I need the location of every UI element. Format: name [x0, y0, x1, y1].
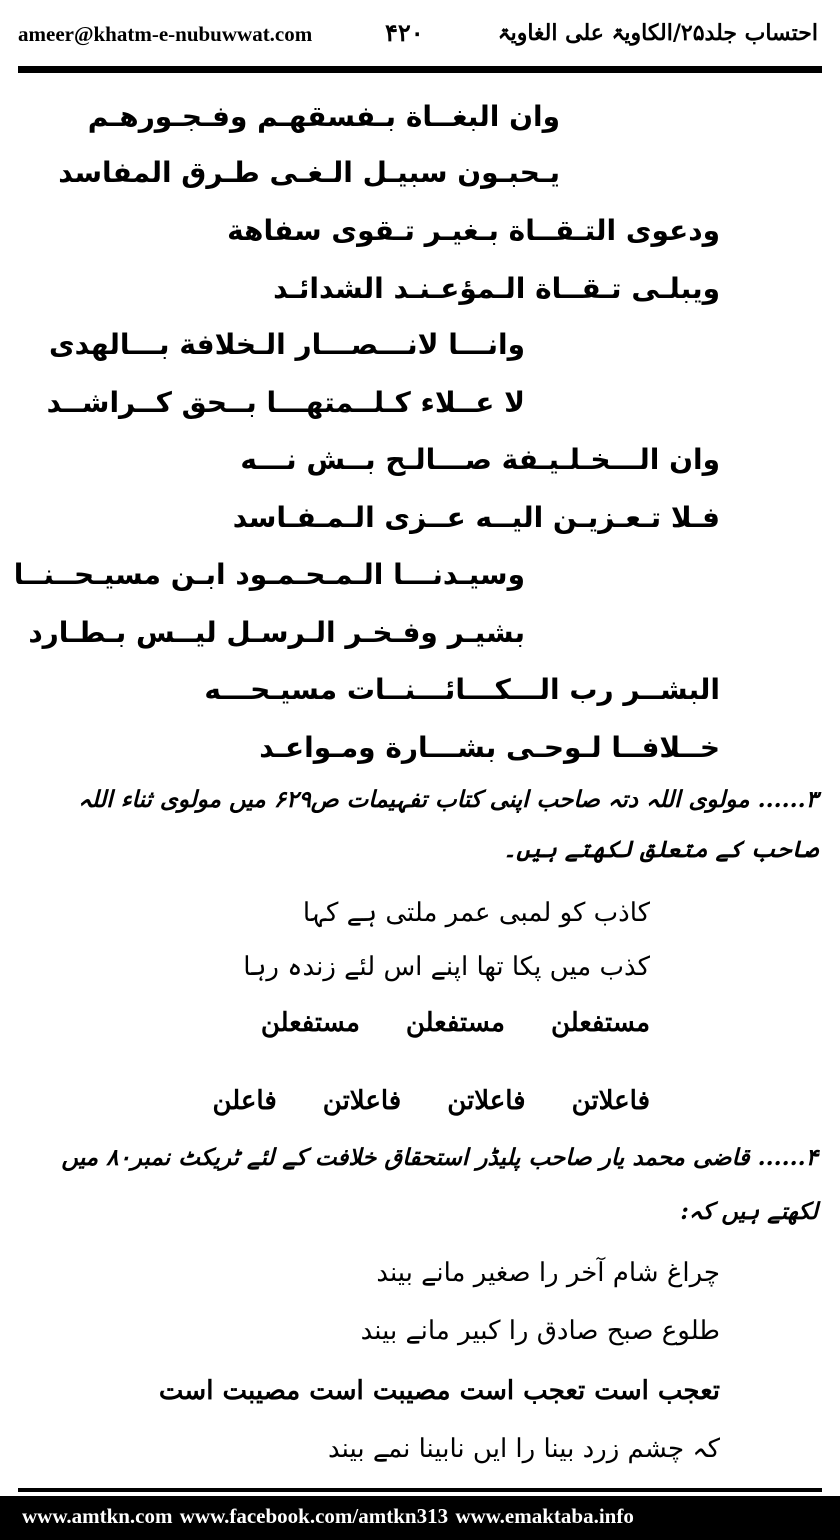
arabic-verse-line: ويبلـى تـقــاة الـمؤعـنـد الشدائـد	[273, 272, 720, 305]
page-footer	[0, 1496, 840, 1540]
arabic-verse-line: خــلافــا لـوحـى بشـــارة ومـواعـد	[259, 731, 720, 764]
arabic-verse-line: البشــر رب الـــكـــائـــنــات مسيـحـــه	[204, 673, 720, 706]
meter-line-2	[167, 1086, 650, 1116]
meter-foot: مستفعلن	[550, 1008, 650, 1038]
arabic-verse-line: لا عــلاء كـلــمتهـــا بــحق كــراشــد	[46, 386, 525, 419]
arabic-verse-line: ودعوى التـقــاة بـغيـر تـقوى سفاهة	[227, 214, 720, 247]
arabic-verse-line: وان الـــخـلـيـفة صـــالـح بــش نـــه	[240, 443, 720, 476]
arabic-verse-line: وان البغــاة بـفسقهـم وفـجـورهـم	[87, 100, 560, 133]
urdu-verse-line: کذب میں پکا تھا اپنے اس لئے زندہ رہا	[243, 952, 650, 982]
meter-foot: فاعلاتن	[322, 1086, 402, 1116]
persian-verse-line: چراغ شام آخر را صغیر مانے بیند	[376, 1258, 720, 1288]
arabic-verse-line: فـلا تـعـزيـن اليــه عــزى الـمـفـاسد	[232, 501, 720, 534]
urdu-verse-line: کاذب کو لمبی عمر ملتی ہے کہا	[302, 898, 650, 928]
header-rule	[18, 66, 822, 73]
meter-foot: مستفعلن	[405, 1008, 505, 1038]
header-email: ameer@khatm-e-nubuwwat.com	[18, 22, 313, 46]
footer-rule	[18, 1488, 822, 1492]
note-4-line-1: ۴...... قاضی محمد یار صاحب پلیڈر استحقاق خلافت کے لئے ٹریکٹ نمبر۸۰ میں	[61, 1144, 818, 1171]
arabic-verse-line: بشيـر وفـخـر الـرسـل ليــس بـطـارد	[28, 616, 525, 649]
persian-verse-line: تعجب است تعجب است مصیبت است مصیبت است	[158, 1376, 720, 1406]
page-header	[0, 0, 840, 80]
arabic-verse-line: وسيـدنـــا الـمـحـمـود ابـن مسيـحــنــا	[13, 558, 525, 591]
book-title: احتساب جلد۲۵/الکاویۃ علی الغاویۃ	[497, 20, 818, 46]
note-4-line-2: لکھتے ہیں کہ:	[680, 1198, 818, 1225]
arabic-verse-line: يـحبـون سبيـل الـغـى طـرق المفاسد	[58, 156, 560, 189]
meter-foot: فاعلاتن	[571, 1086, 650, 1116]
persian-verse-line: کہ چشم زرد بینا را ایں نابینا نمے بیند	[328, 1434, 720, 1464]
meter-foot: فاعلاتن	[447, 1086, 526, 1116]
note-3-line-2: صاحب کے متعلق لکھتے ہیں۔	[502, 836, 818, 863]
page-number: ۴۲۰	[385, 18, 424, 47]
arabic-verse-line: وانـــا لانـــصـــار الـخلافة بـــالهدى	[49, 328, 525, 361]
persian-verse-line: طلوع صبح صادق را کبیر مانے بیند	[360, 1316, 720, 1346]
meter-foot: مستفعلن	[260, 1008, 360, 1038]
note-3-line-1: ۳...... مولوی اللہ دتہ صاحب اپنی کتاب تفہیمات ص۶۲۹ میں مولوی ثناء اللہ	[78, 786, 818, 813]
meter-foot: فاعلن	[212, 1086, 277, 1116]
meter-line-1	[215, 1008, 650, 1038]
footer-links: www.amtkn.com www.facebook.com/amtkn313 www.emaktaba.info	[22, 1504, 634, 1528]
